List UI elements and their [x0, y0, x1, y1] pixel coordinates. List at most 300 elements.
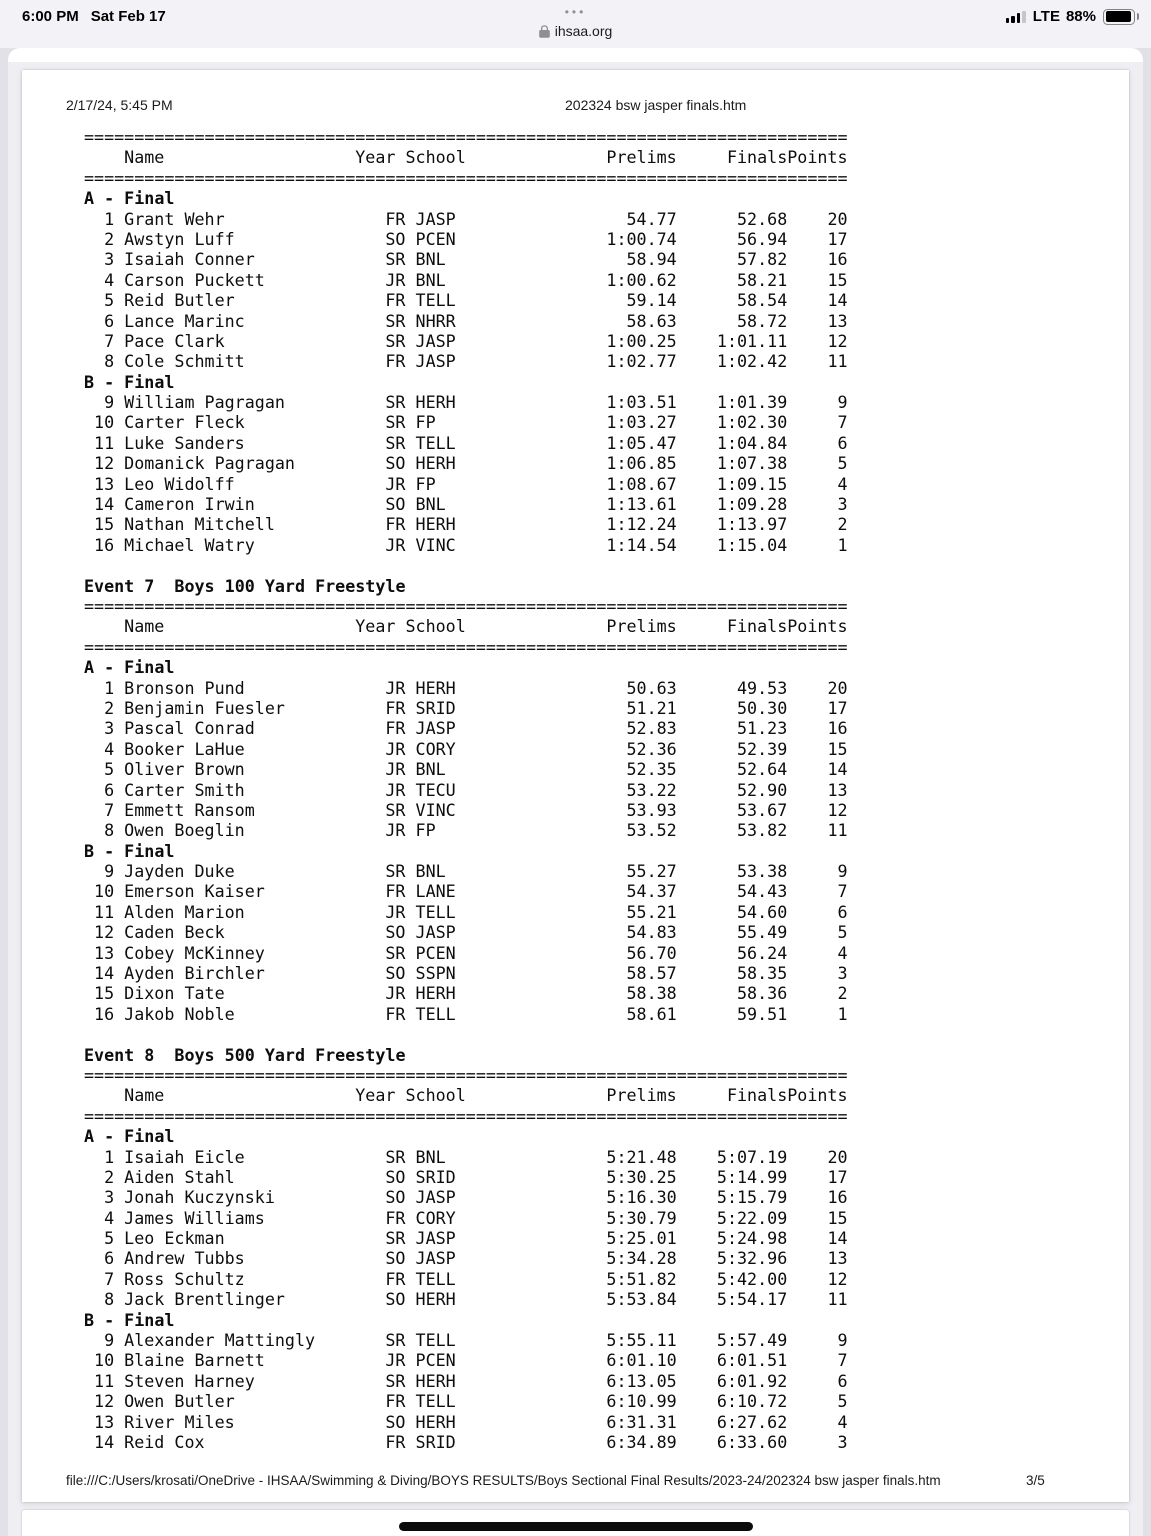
result-year-school: JR PCEN — [385, 1350, 456, 1371]
result-row — [84, 780, 850, 800]
result-rank: 9 — [104, 392, 115, 413]
result-row — [84, 453, 850, 473]
column-header-finals: Finals — [726, 616, 788, 637]
result-prelims-time: 1:13.61 — [606, 494, 677, 515]
result-finals-time: 6:01.51 — [716, 1350, 788, 1371]
preview-sheet — [8, 48, 1143, 1536]
result-finals-time: 54.60 — [737, 901, 788, 922]
result-finals-time: 5:24.98 — [716, 1228, 788, 1249]
result-points: 16 — [827, 249, 848, 270]
address-bar[interactable] — [539, 23, 613, 39]
result-name: Jakob Noble — [124, 1003, 235, 1024]
result-row — [84, 209, 850, 229]
result-rank: 14 — [94, 963, 115, 984]
result-row — [84, 718, 850, 738]
result-points: 4 — [837, 1411, 848, 1432]
result-finals-time: 1:15.04 — [716, 534, 788, 555]
result-year-school: JR BNL — [385, 759, 446, 780]
result-row — [84, 943, 850, 963]
result-prelims-time: 5:53.84 — [606, 1289, 677, 1310]
result-year-school: JR HERH — [385, 677, 456, 698]
result-finals-time: 50.30 — [737, 697, 788, 718]
result-finals-time: 53.67 — [737, 799, 788, 820]
result-prelims-time: 1:00.74 — [606, 228, 677, 249]
result-rank: 12 — [94, 1391, 115, 1412]
separator-line: ============================================================================ — [84, 127, 848, 147]
result-year-school: SO BNL — [385, 494, 446, 515]
result-rank: 10 — [94, 412, 115, 433]
result-row — [84, 249, 850, 269]
result-points: 14 — [827, 1228, 848, 1249]
result-rank: 3 — [104, 249, 115, 270]
column-header-prelims: Prelims — [606, 616, 677, 637]
result-points: 9 — [837, 1330, 848, 1351]
result-points: 17 — [827, 697, 848, 718]
result-points: 12 — [827, 1268, 848, 1289]
print-footer-page-number: 3/5 — [1026, 1473, 1045, 1488]
result-rank: 6 — [104, 1248, 115, 1269]
result-row — [84, 392, 850, 412]
column-header-points: Points — [787, 147, 848, 168]
result-row — [84, 1228, 850, 1248]
result-rank: 9 — [104, 861, 115, 882]
result-row — [84, 351, 850, 371]
result-points: 16 — [827, 1187, 848, 1208]
heat-label: A - Final — [84, 188, 175, 209]
result-points: 11 — [827, 351, 848, 372]
result-prelims-time: 1:00.25 — [606, 330, 677, 351]
result-row — [84, 800, 850, 820]
result-points: 9 — [837, 392, 848, 413]
status-bar — [0, 0, 1151, 48]
result-finals-time: 49.53 — [737, 677, 788, 698]
result-prelims-time: 5:55.11 — [606, 1330, 677, 1351]
result-year-school: FR TELL — [385, 1003, 456, 1024]
page-options-button[interactable]: ••• — [564, 5, 587, 19]
separator-line: ============================================================================ — [84, 595, 848, 616]
result-rank: 8 — [104, 351, 115, 372]
result-points: 4 — [837, 473, 848, 494]
result-row — [84, 861, 850, 881]
result-year-school: SR JASP — [385, 330, 456, 351]
result-finals-time: 5:57.49 — [716, 1330, 788, 1351]
result-points: 7 — [837, 412, 848, 433]
result-year-school: SR BNL — [385, 861, 446, 882]
result-points: 6 — [837, 1370, 848, 1391]
result-finals-time: 6:01.92 — [716, 1370, 788, 1391]
document-page — [22, 70, 1129, 1502]
print-footer-filepath: file:///C:/Users/krosati/OneDrive - IHSAA/Swimming & Diving/BOYS RESULTS/Boys Sectional Final Results/2023-24/202324 bsw jasper finals.htm — [66, 1473, 941, 1488]
result-prelims-time: 6:10.99 — [606, 1391, 677, 1412]
result-points: 12 — [827, 799, 848, 820]
heat-label: B - Final — [84, 1309, 175, 1330]
result-name: Emmett Ransom — [124, 799, 255, 820]
column-header-year-school: Year School — [355, 616, 466, 637]
result-row — [84, 433, 850, 453]
result-year-school: SR TELL — [385, 432, 456, 453]
result-points: 15 — [827, 269, 848, 290]
result-points: 3 — [837, 1432, 848, 1452]
result-points: 7 — [837, 881, 848, 902]
result-name: Emerson Kaiser — [124, 881, 265, 902]
result-year-school: JR FP — [385, 820, 436, 841]
result-prelims-time: 5:30.79 — [606, 1207, 677, 1228]
result-points: 13 — [827, 779, 848, 800]
result-prelims-time: 1:03.51 — [606, 392, 677, 413]
result-points: 14 — [827, 759, 848, 780]
result-points: 2 — [837, 983, 848, 1004]
result-year-school: FR HERH — [385, 514, 456, 535]
result-year-school: JR TELL — [385, 901, 456, 922]
result-name: Carter Fleck — [124, 412, 245, 433]
result-prelims-time: 54.83 — [626, 922, 677, 943]
result-name: Leo Eckman — [124, 1228, 225, 1249]
result-year-school: FR TELL — [385, 1391, 456, 1412]
browser-chrome-center — [0, 0, 1151, 39]
result-finals-time: 1:09.15 — [716, 473, 788, 494]
result-prelims-time: 50.63 — [626, 677, 677, 698]
result-name: Lance Marinc — [124, 310, 245, 331]
document-preview-scroll-area[interactable] — [8, 62, 1143, 1536]
result-name: Owen Butler — [124, 1391, 235, 1412]
result-row — [84, 311, 850, 331]
result-rank: 11 — [94, 901, 115, 922]
result-prelims-time: 5:30.25 — [606, 1166, 677, 1187]
result-rank: 7 — [104, 330, 115, 351]
result-year-school: FR SRID — [385, 1432, 456, 1452]
column-header-name: Name — [124, 616, 165, 637]
result-rank: 12 — [94, 922, 115, 943]
result-year-school: JR TECU — [385, 779, 456, 800]
result-year-school: SO SSPN — [385, 963, 456, 984]
result-prelims-time: 6:34.89 — [606, 1432, 677, 1452]
result-name: Reid Butler — [124, 290, 235, 311]
result-rank: 3 — [104, 718, 115, 739]
result-rank: 4 — [104, 1207, 115, 1228]
result-rank: 11 — [94, 1370, 115, 1391]
result-finals-time: 52.90 — [737, 779, 788, 800]
result-prelims-time: 5:34.28 — [606, 1248, 677, 1269]
result-name: Cobey McKinney — [124, 942, 265, 963]
result-year-school: SO JASP — [385, 922, 456, 943]
result-prelims-time: 1:03.27 — [606, 412, 677, 433]
result-year-school: SR JASP — [385, 1228, 456, 1249]
result-year-school: FR SRID — [385, 697, 456, 718]
column-header-name: Name — [124, 147, 165, 168]
result-finals-time: 5:54.17 — [716, 1289, 788, 1310]
result-row — [84, 1269, 850, 1289]
result-prelims-time: 1:14.54 — [606, 534, 677, 555]
column-header-points: Points — [787, 1085, 848, 1106]
result-finals-time: 51.23 — [737, 718, 788, 739]
result-points: 3 — [837, 963, 848, 984]
result-prelims-time: 58.38 — [626, 983, 677, 1004]
result-year-school: FR TELL — [385, 1268, 456, 1289]
result-finals-time: 5:14.99 — [716, 1166, 788, 1187]
result-points: 13 — [827, 1248, 848, 1269]
result-prelims-time: 52.83 — [626, 718, 677, 739]
result-year-school: JR HERH — [385, 983, 456, 1004]
result-name: Jack Brentlinger — [124, 1289, 285, 1310]
result-prelims-time: 52.36 — [626, 738, 677, 759]
result-points: 20 — [827, 677, 848, 698]
result-rank: 13 — [94, 473, 115, 494]
result-year-school: SR BNL — [385, 249, 446, 270]
result-row — [84, 290, 850, 310]
result-row — [84, 678, 850, 698]
result-year-school: SR FP — [385, 412, 436, 433]
result-name: Leo Widolff — [124, 473, 235, 494]
result-name: Booker LaHue — [124, 738, 245, 759]
result-name: Owen Boeglin — [124, 820, 245, 841]
result-row — [84, 1248, 850, 1268]
result-points: 17 — [827, 1166, 848, 1187]
result-finals-time: 58.35 — [737, 963, 788, 984]
result-name: Reid Cox — [124, 1432, 205, 1452]
result-finals-time: 1:01.39 — [716, 392, 788, 413]
result-points: 6 — [837, 432, 848, 453]
result-points: 1 — [837, 1003, 848, 1024]
result-rank: 1 — [104, 1146, 115, 1167]
result-rank: 6 — [104, 779, 115, 800]
result-name: Isaiah Conner — [124, 249, 255, 270]
result-points: 5 — [837, 922, 848, 943]
result-row — [84, 1208, 850, 1228]
column-header-year-school: Year School — [355, 147, 466, 168]
result-prelims-time: 56.70 — [626, 942, 677, 963]
result-year-school: FR JASP — [385, 208, 456, 229]
result-row — [84, 698, 850, 718]
result-row — [84, 412, 850, 432]
result-name: Blaine Barnett — [124, 1350, 265, 1371]
event-title: Event 8 Boys 500 Yard Freestyle — [84, 1044, 406, 1065]
result-name: Pace Clark — [124, 330, 225, 351]
result-prelims-time: 58.61 — [626, 1003, 677, 1024]
result-row — [84, 983, 850, 1003]
result-row — [84, 1147, 850, 1167]
result-row — [84, 881, 850, 901]
result-points: 11 — [827, 1289, 848, 1310]
result-finals-time: 52.64 — [737, 759, 788, 780]
result-name: Jonah Kuczynski — [124, 1187, 275, 1208]
result-row — [84, 922, 850, 942]
heat-label: A - Final — [84, 1126, 175, 1147]
result-finals-time: 5:22.09 — [716, 1207, 788, 1228]
result-year-school: SO HERH — [385, 453, 456, 474]
result-points: 17 — [827, 228, 848, 249]
result-rank: 16 — [94, 1003, 115, 1024]
result-points: 1 — [837, 534, 848, 555]
result-rank: 9 — [104, 1330, 115, 1351]
result-name: Isaiah Eicle — [124, 1146, 245, 1167]
result-prelims-time: 5:16.30 — [606, 1187, 677, 1208]
result-rank: 8 — [104, 1289, 115, 1310]
heat-label: A - Final — [84, 657, 175, 678]
result-prelims-time: 58.63 — [626, 310, 677, 331]
result-finals-time: 1:13.97 — [716, 514, 788, 535]
result-prelims-time: 55.21 — [626, 901, 677, 922]
result-year-school: SR TELL — [385, 1330, 456, 1351]
result-name: Carter Smith — [124, 779, 245, 800]
result-name: Caden Beck — [124, 922, 225, 943]
result-rank: 5 — [104, 290, 115, 311]
result-prelims-time: 1:08.67 — [606, 473, 677, 494]
result-year-school: JR CORY — [385, 738, 456, 759]
result-prelims-time: 1:02.77 — [606, 351, 677, 372]
result-prelims-time: 54.77 — [626, 208, 677, 229]
result-rank: 4 — [104, 738, 115, 759]
result-row — [84, 739, 850, 759]
battery-icon — [1103, 9, 1135, 25]
result-points: 4 — [837, 942, 848, 963]
result-year-school: JR VINC — [385, 534, 456, 555]
result-finals-time: 58.21 — [737, 269, 788, 290]
result-prelims-time: 55.27 — [626, 861, 677, 882]
result-rank: 10 — [94, 881, 115, 902]
result-rank: 2 — [104, 1166, 115, 1187]
column-header-name: Name — [124, 1085, 165, 1106]
print-header-title: 202324 bsw jasper finals.htm — [565, 97, 747, 113]
result-rank: 10 — [94, 1350, 115, 1371]
result-rank: 16 — [94, 534, 115, 555]
result-year-school: FR JASP — [385, 718, 456, 739]
result-prelims-time: 1:00.62 — [606, 269, 677, 290]
result-prelims-time: 58.57 — [626, 963, 677, 984]
result-year-school: SR VINC — [385, 799, 456, 820]
result-year-school: SO SRID — [385, 1166, 456, 1187]
result-name: Domanick Pagragan — [124, 453, 295, 474]
lock-icon — [539, 25, 550, 38]
result-rank: 6 — [104, 310, 115, 331]
result-row — [84, 1391, 850, 1411]
table-header — [84, 1085, 850, 1105]
network-label: LTE — [1032, 8, 1060, 25]
result-points: 11 — [827, 820, 848, 841]
result-name: Luke Sanders — [124, 432, 245, 453]
result-year-school: SO HERH — [385, 1411, 456, 1432]
result-row — [84, 1289, 850, 1309]
result-prelims-time: 54.37 — [626, 881, 677, 902]
result-name: William Pagragan — [124, 392, 285, 413]
result-name: Nathan Mitchell — [124, 514, 275, 535]
result-row — [84, 1432, 850, 1452]
result-finals-time: 56.94 — [737, 228, 788, 249]
result-points: 15 — [827, 1207, 848, 1228]
result-finals-time: 5:15.79 — [716, 1187, 788, 1208]
result-finals-time: 1:04.84 — [716, 432, 788, 453]
result-year-school: SR HERH — [385, 1370, 456, 1391]
status-time: 6:00 PM — [22, 8, 79, 25]
result-name: Alexander Mattingly — [124, 1330, 316, 1351]
result-name: Steven Harney — [124, 1370, 255, 1391]
result-prelims-time: 6:13.05 — [606, 1370, 677, 1391]
result-prelims-time: 6:31.31 — [606, 1411, 677, 1432]
column-header-prelims: Prelims — [606, 147, 677, 168]
result-rank: 1 — [104, 208, 115, 229]
result-points: 2 — [837, 514, 848, 535]
result-name: Bronson Pund — [124, 677, 245, 698]
result-rank: 14 — [94, 494, 115, 515]
column-header-year-school: Year School — [355, 1085, 466, 1106]
result-finals-time: 1:02.42 — [716, 351, 788, 372]
result-row — [84, 270, 850, 290]
result-prelims-time: 52.35 — [626, 759, 677, 780]
result-year-school: FR JASP — [385, 351, 456, 372]
result-prelims-time: 6:01.10 — [606, 1350, 677, 1371]
result-name: Ross Schultz — [124, 1268, 245, 1289]
heat-label: B - Final — [84, 840, 175, 861]
result-prelims-time: 53.93 — [626, 799, 677, 820]
result-name: James Williams — [124, 1207, 265, 1228]
result-year-school: SO JASP — [385, 1187, 456, 1208]
site-url: ihsaa.org — [554, 23, 613, 39]
result-name: Michael Watry — [124, 534, 255, 555]
result-year-school: SR HERH — [385, 392, 456, 413]
result-row — [84, 535, 850, 555]
document-body — [84, 127, 850, 1452]
cellular-signal-icon — [1006, 11, 1026, 23]
result-rank: 7 — [104, 799, 115, 820]
result-finals-time: 58.36 — [737, 983, 788, 1004]
result-name: Oliver Brown — [124, 759, 245, 780]
result-finals-time: 1:09.28 — [716, 494, 788, 515]
result-rank: 13 — [94, 1411, 115, 1432]
result-finals-time: 58.54 — [737, 290, 788, 311]
result-year-school: JR BNL — [385, 269, 446, 290]
result-rank: 15 — [94, 983, 115, 1004]
result-year-school: SO JASP — [385, 1248, 456, 1269]
result-name: Grant Wehr — [124, 208, 225, 229]
result-rank: 12 — [94, 453, 115, 474]
result-rank: 11 — [94, 432, 115, 453]
result-finals-time: 5:07.19 — [716, 1146, 788, 1167]
result-points: 13 — [827, 310, 848, 331]
result-row — [84, 229, 850, 249]
result-name: Aiden Stahl — [124, 1166, 235, 1187]
result-points: 16 — [827, 718, 848, 739]
result-row — [84, 474, 850, 494]
result-prelims-time: 5:21.48 — [606, 1146, 677, 1167]
result-rank: 13 — [94, 942, 115, 963]
result-points: 7 — [837, 1350, 848, 1371]
result-finals-time: 5:42.00 — [716, 1268, 788, 1289]
result-row — [84, 1371, 850, 1391]
result-row — [84, 1330, 850, 1350]
result-row — [84, 1350, 850, 1370]
result-year-school: SR NHRR — [385, 310, 456, 331]
separator-line: ============================================================================ — [84, 1105, 848, 1126]
separator-line: ============================================================================ — [84, 167, 848, 188]
result-finals-time: 56.24 — [737, 942, 788, 963]
result-finals-time: 52.39 — [737, 738, 788, 759]
result-points: 5 — [837, 1391, 848, 1412]
result-prelims-time: 1:06.85 — [606, 453, 677, 474]
result-prelims-time: 59.14 — [626, 290, 677, 311]
result-prelims-time: 1:12.24 — [606, 514, 677, 535]
result-year-school: SO HERH — [385, 1289, 456, 1310]
home-indicator[interactable] — [399, 1522, 753, 1531]
result-points: 20 — [827, 208, 848, 229]
result-prelims-time: 53.52 — [626, 820, 677, 841]
separator-line: ============================================================================ — [84, 1064, 848, 1085]
result-finals-time: 58.72 — [737, 310, 788, 331]
result-year-school: JR FP — [385, 473, 436, 494]
separator-line: ============================================================================ — [84, 636, 848, 657]
result-year-school: FR TELL — [385, 290, 456, 311]
result-finals-time: 52.68 — [737, 208, 788, 229]
result-prelims-time: 51.21 — [626, 697, 677, 718]
result-rank: 2 — [104, 697, 115, 718]
